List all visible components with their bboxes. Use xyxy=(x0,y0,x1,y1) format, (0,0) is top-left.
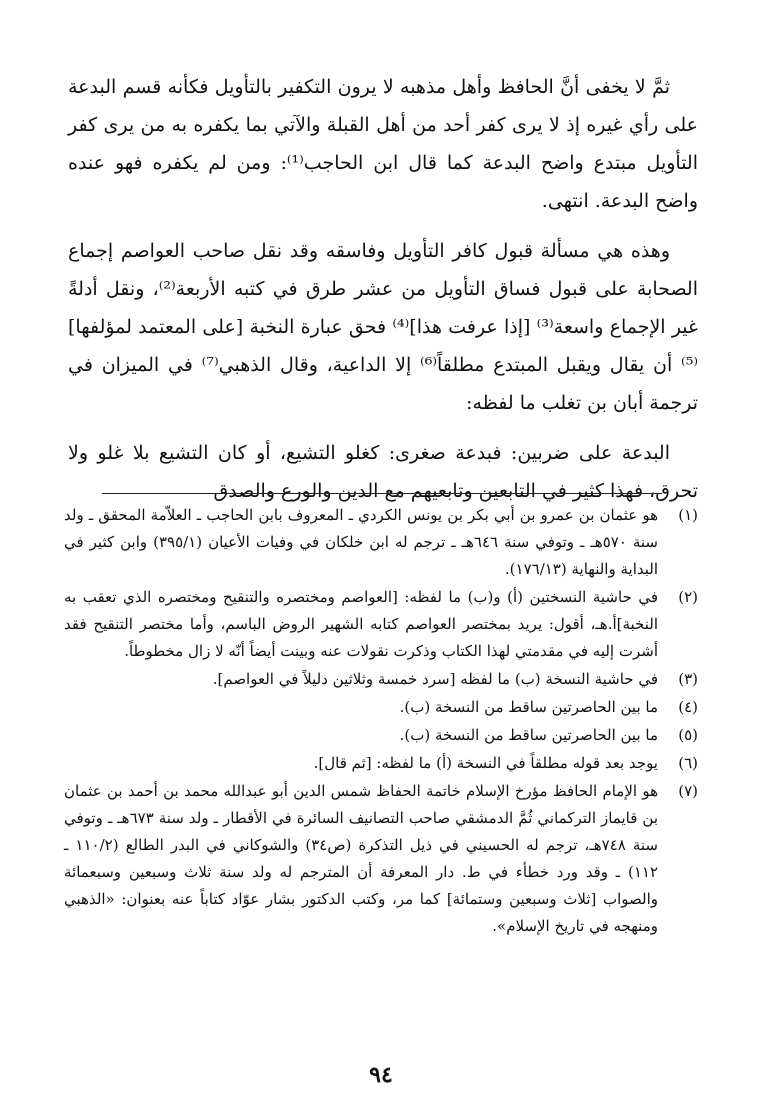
footnote-divider xyxy=(102,493,662,494)
footnote-text: ما بين الحاصرتين ساقط من النسخة (ب). xyxy=(399,726,658,744)
footnote-number: (٢) xyxy=(678,588,698,606)
footnote-text: هو عثمان بن عمرو بن أبي بكر بن يونس الكردي ـ المعروف بابن الحاجب ـ العلاّمة المحقق ـ ولد سنة ٥٧٠هـ ـ وتوفي سنة ٦٤٦هـ ـ ترجم له ابن خلكان في وفيات الأعيان (٣٩٥/١) وابن كثير في البداية والنهاية (١٧٦/١٣). xyxy=(64,506,658,578)
footnote-text: هو الإمام الحافظ مؤرخ الإسلام خاتمة الحفاظ شمس الدين أبو عبدالله محمد بن أحمد بن عثمان بن قايماز التركماني ثُمَّ الدمشقي صاحب التصانيف السائرة في الأقطار ـ ولد سنة ٦٧٣هـ ـ وتوفي سنة ٧٤٨هـ، ترجم له الحسيني في ذيل التذكرة (ص٣٤) والشوكاني في البدر الطالع (١١٠/٢ ـ ١١٢) ـ وقد ورد خطأء في ط. دار المعرفة أن المترجم له ولد سنة ثلاث وسبعين وسبعمائة والصواب [ثلاث وسبعين وستمائة] كما مر، وكتب الدكتور بشار عوّاد كتاباً عنه بعنوان: «الذهبي ومنهجه في تاريخ الإسلام». xyxy=(64,782,658,935)
footnote-text: في حاشية النسختين (أ) و(ب) ما لفظه: [العواصم ومختصره والتنقيح ومختصره الذي تعقب به النخبة]أ.هـ، أقول: يريد بمختصر العواصم كتابه الشهير الروض الباسم، وأما مختصر التنقيح فقد أشرت إليه في مقدمتي لهذا الكتاب وذكرت نقولات عنه وبينت أيضاً أنّه لا زال مخطوطاً. xyxy=(64,588,658,660)
footnote-number: (٣) xyxy=(678,670,698,688)
footnote-number: (٤) xyxy=(678,698,698,716)
footnote-text: ما بين الحاصرتين ساقط من النسخة (ب). xyxy=(399,698,658,716)
footnote-number: (٦) xyxy=(678,754,698,772)
footnote-text: يوجد بعد قوله مطلقاً في النسخة (أ) ما لفظه: [ثم قال]. xyxy=(313,754,658,772)
footnote-number: (٧) xyxy=(678,782,698,800)
footnotes xyxy=(64,502,698,941)
footnote-number: (١) xyxy=(678,506,698,524)
footnote-1 xyxy=(64,502,698,583)
footnote-5 xyxy=(64,722,698,749)
footnote-text: في حاشية النسخة (ب) ما لفظه [سرد خمسة وثلاثين دليلاً في العواصم]. xyxy=(212,670,658,688)
page-number: ٩٤ xyxy=(369,1062,393,1088)
footnote-6 xyxy=(64,750,698,777)
main-text xyxy=(68,68,698,510)
footnote-4 xyxy=(64,694,698,721)
footnote-3 xyxy=(64,666,698,693)
footnote-2 xyxy=(64,584,698,665)
main-paragraph-2: وهذه هي مسألة قبول كافر التأويل وفاسقه وقد نقل صاحب العواصم إجماع الصحابة على قبول فساق التأويل من عشر طرق في كتبه الأربعة⁽²⁾، ونقل أدلةً غير الإجماع واسعة⁽³⁾ [إذا عرفت هذا]⁽⁴⁾ فحق عبارة النخبة [على المعتمد لمؤلفها]⁽⁵⁾ أن يقال ويقبل المبتدع مطلقاً⁽⁶⁾ إلا الداعية، وقال الذهبي⁽⁷⁾ في الميزان في ترجمة أبان بن تغلب ما لفظه: xyxy=(68,240,699,414)
main-paragraph-3: البدعة على ضربين: فبدعة صغرى: كغلو التشيع، أو كان التشيع بلا غلو ولا تحرق، فهذا كثير في التابعين وتابعيهم مع الدين والورع والصدق xyxy=(68,442,698,502)
footnote-number: (٥) xyxy=(678,726,698,744)
main-paragraph-1: ثمَّ لا يخفى أنَّ الحافظ وأهل مذهبه لا يرون التكفير بالتأويل فكأنه قسم البدعة على رأي غيره إذ لا يرى كفر أحد من أهل القبلة والآتي بما يكفره به من يرى كفر التأويل مبتدع واضح البدعة كما قال ابن الحاجب⁽¹⁾: ومن لم يكفره فهو عنده واضح البدعة. انتهى. xyxy=(68,76,698,212)
footnote-7 xyxy=(64,778,698,940)
